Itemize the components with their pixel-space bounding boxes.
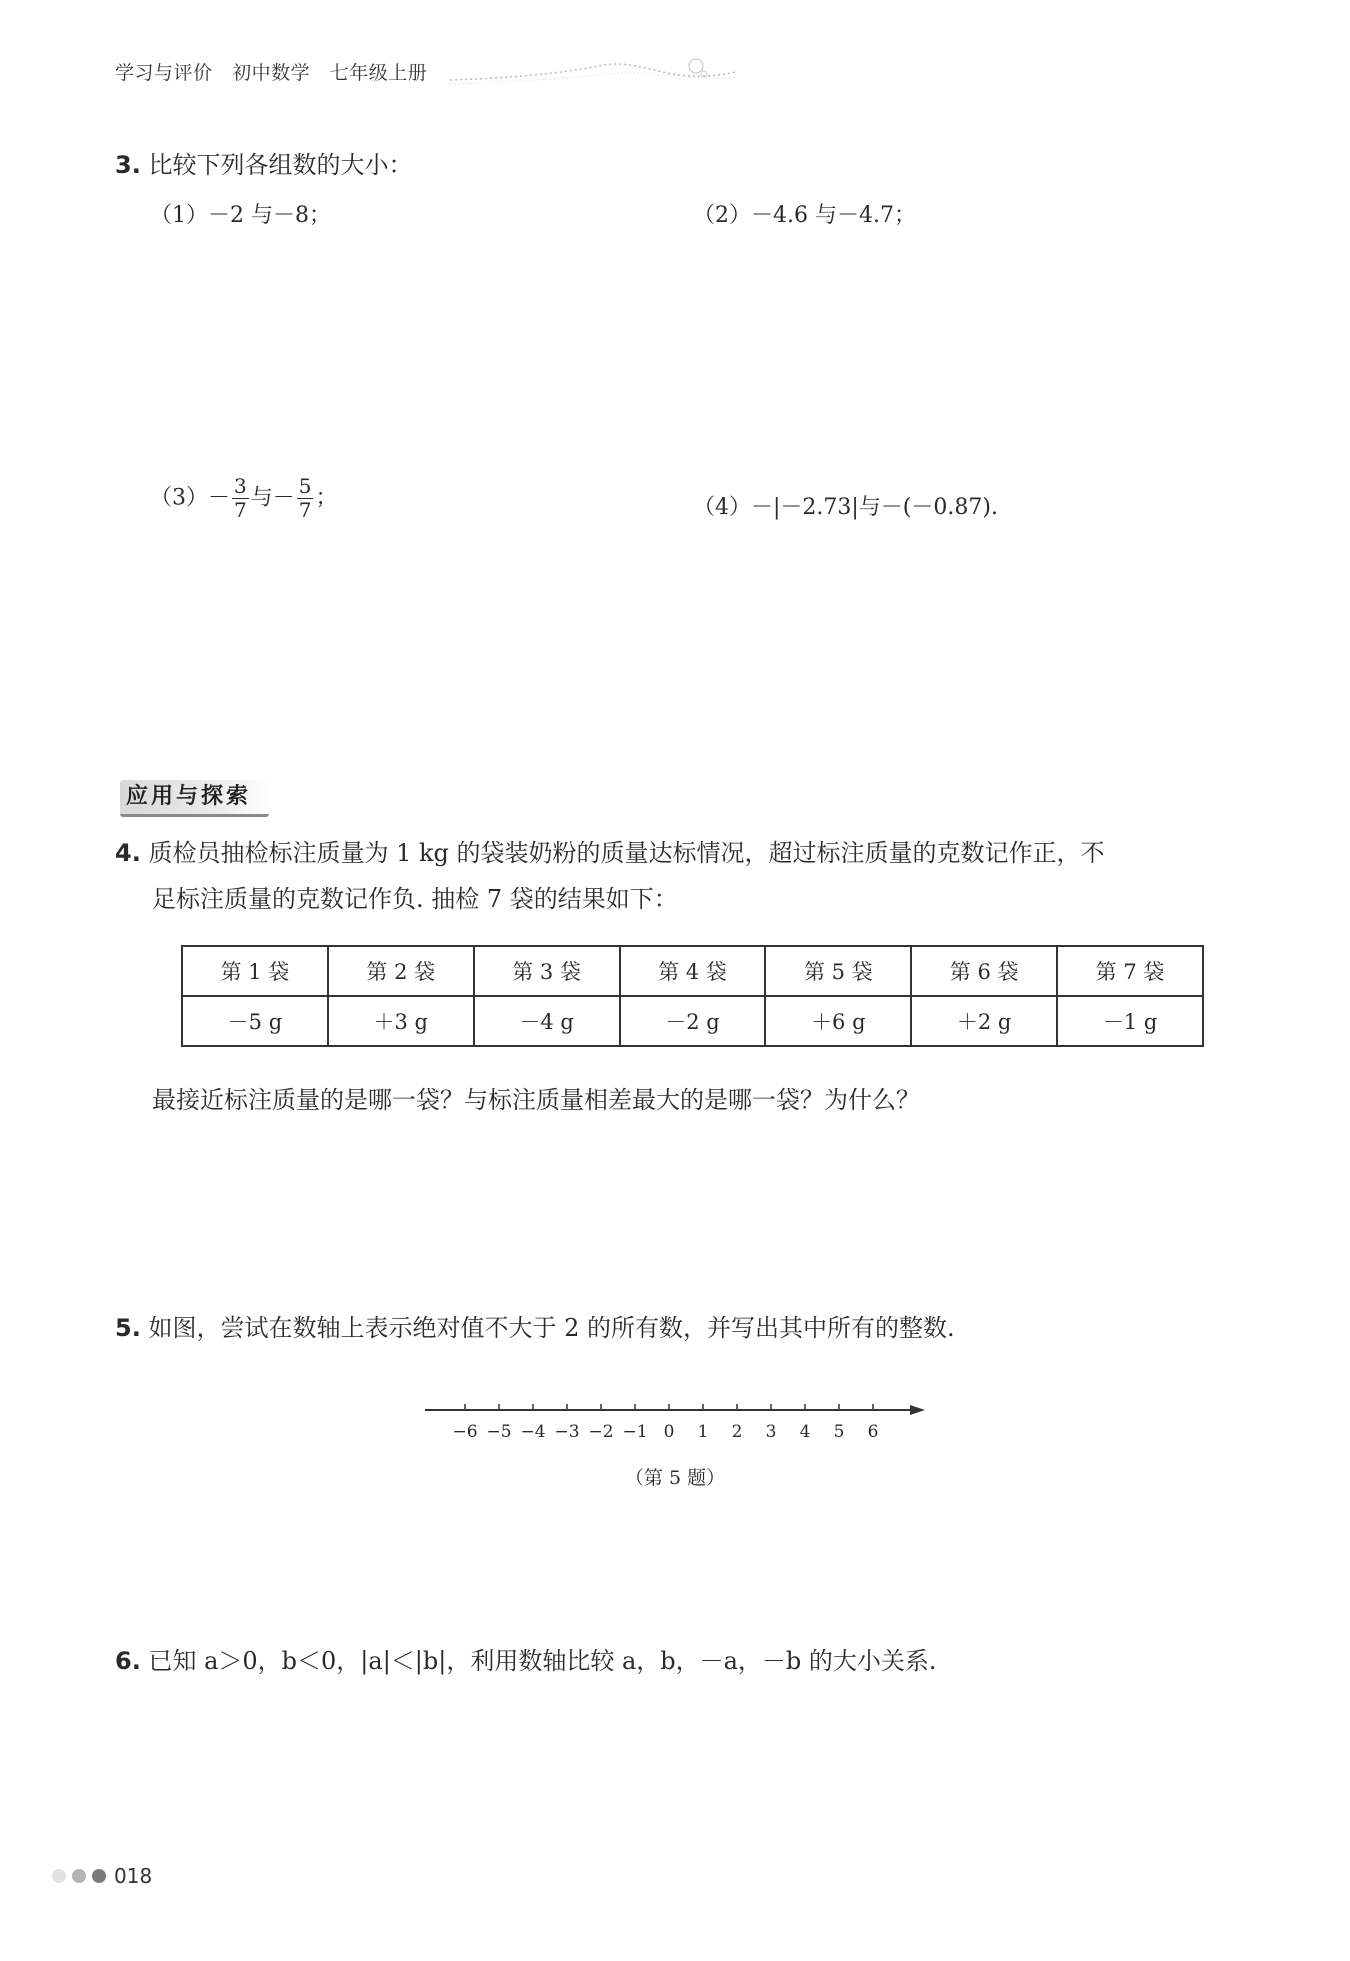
number-line-tick-label: 0	[663, 1422, 675, 1442]
fraction-denominator: 7	[234, 498, 247, 522]
q3-part-3-label: （3）－	[150, 485, 230, 511]
fraction-3-7	[232, 476, 249, 521]
number-line-tick-label: 1	[697, 1422, 709, 1442]
q3-part-3	[150, 476, 338, 521]
q4-text-line-1: 质检员抽检标注质量为 1 kg 的袋装奶粉的质量达标情况，超过标注质量的克数记作正，不	[148, 839, 1105, 867]
number-line-arrow-icon	[910, 1405, 925, 1415]
table-cell: ＋3 g	[328, 996, 474, 1046]
table-header-cell: 第 6 袋	[911, 946, 1057, 996]
number-line-tick-label: −2	[588, 1422, 614, 1442]
number-line-tick-label: 2	[731, 1422, 743, 1442]
fraction-5-7	[297, 476, 314, 521]
q3-prompt-line	[115, 150, 412, 181]
number-line-tick-label: −6	[452, 1422, 478, 1442]
footer-dot-icon	[72, 1869, 86, 1883]
page-number: 018	[114, 1864, 153, 1888]
bag-results-table	[181, 945, 1204, 1047]
q3-prompt: 比较下列各组数的大小：	[148, 151, 413, 179]
q5-prompt-line	[115, 1313, 955, 1344]
header-subject: 初中数学	[232, 62, 311, 84]
running-header	[115, 58, 427, 85]
table-cell: ＋2 g	[911, 996, 1057, 1046]
q3-part-2: （2）－4.6 与－4.7；	[693, 203, 916, 228]
q6-number: 6.	[115, 1647, 141, 1675]
number-line-tick-label: 3	[765, 1422, 777, 1442]
table-header-cell: 第 4 袋	[620, 946, 766, 996]
q3-part-1: （1）－2 与－8；	[150, 203, 331, 228]
q5-number: 5.	[115, 1314, 141, 1342]
q3-part-4: （4）－|－2.73|与－(－0.87).	[693, 495, 998, 520]
header-decoration	[448, 52, 738, 86]
q6-prompt: 已知 a＞0，b＜0，|a|＜|b|，利用数轴比较 a，b，－a，－b 的大小关系.	[148, 1647, 937, 1675]
header-series: 学习与评价	[115, 62, 213, 84]
table-header-cell: 第 5 袋	[765, 946, 911, 996]
table-header-cell: 第 1 袋	[182, 946, 328, 996]
fraction-numerator: 5	[298, 474, 312, 498]
header-grade: 七年级上册	[329, 62, 428, 84]
footer-dot-icon	[52, 1869, 66, 1883]
q3-part-3-end: ；	[315, 485, 338, 511]
number-line-tick-label: −3	[554, 1422, 580, 1442]
footer-dot-icon	[92, 1869, 106, 1883]
number-line	[420, 1385, 930, 1445]
q4-question: 最接近标注质量的是哪一袋？与标注质量相差最大的是哪一袋？为什么？	[152, 1086, 920, 1114]
number-line-tick-label: −1	[622, 1422, 648, 1442]
table-header-cell: 第 2 袋	[328, 946, 474, 996]
number-line-tick-label: 4	[799, 1422, 811, 1442]
q4-text-line-2: 足标注质量的克数记作负. 抽检 7 袋的结果如下：	[152, 885, 678, 913]
table-cell: －1 g	[1057, 996, 1203, 1046]
number-line-tick-label: 5	[833, 1422, 845, 1442]
table-row	[182, 996, 1203, 1046]
q3-part-3-mid: 与－	[250, 485, 295, 511]
q4-line-1	[115, 838, 1105, 869]
q4-number: 4.	[115, 839, 141, 867]
table-header-row	[182, 946, 1203, 996]
section-title: 应用与探索	[120, 780, 269, 817]
q5-figure-caption: （第 5 题）	[624, 1467, 726, 1489]
table-cell: －4 g	[474, 996, 620, 1046]
table-header-cell: 第 3 袋	[474, 946, 620, 996]
fraction-numerator: 3	[234, 474, 247, 498]
q6-prompt-line	[115, 1646, 937, 1677]
table-cell: ＋6 g	[765, 996, 911, 1046]
table-header-cell: 第 7 袋	[1057, 946, 1203, 996]
q3-number: 3.	[115, 151, 141, 179]
fraction-denominator: 7	[298, 498, 312, 522]
table-cell: －2 g	[620, 996, 766, 1046]
page-footer	[52, 1864, 152, 1888]
number-line-tick-label: −5	[486, 1422, 512, 1442]
number-line-tick-label: 6	[867, 1422, 879, 1442]
q5-prompt: 如图，尝试在数轴上表示绝对值不大于 2 的所有数，并写出其中所有的整数.	[148, 1314, 955, 1342]
number-line-tick-label: −4	[520, 1422, 546, 1442]
table-cell: －5 g	[182, 996, 328, 1046]
